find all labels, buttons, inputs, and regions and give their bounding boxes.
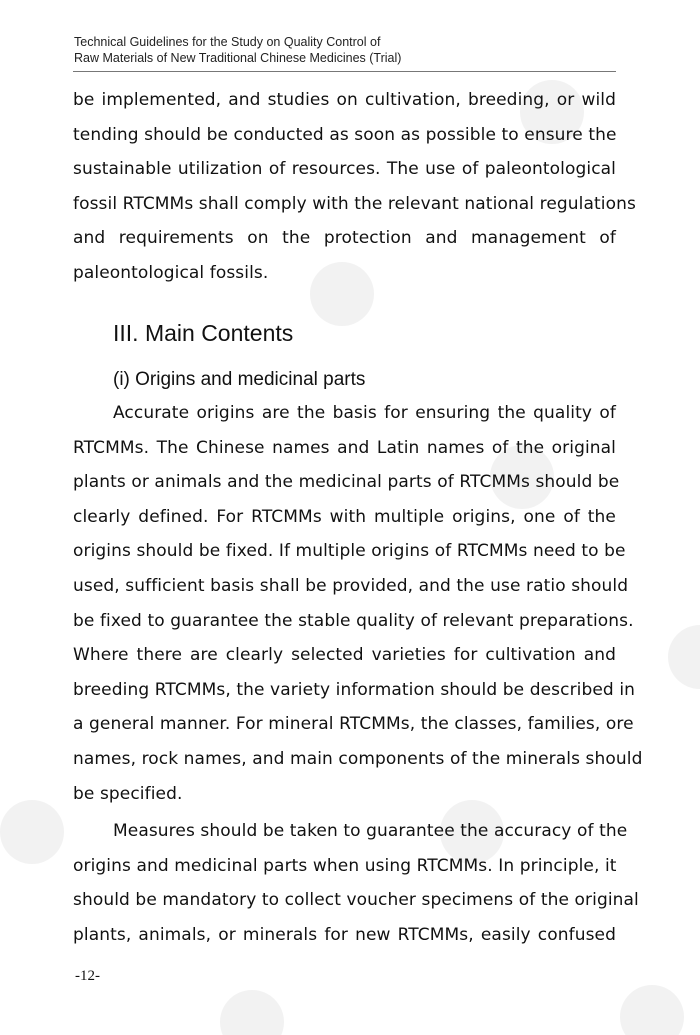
text-line: plants or animals and the medicinal parts of RTCMMs should be: [73, 472, 620, 493]
text-line: plants, animals, or minerals for new RTCMMs, easily confused: [73, 924, 616, 945]
page-number: -12-: [75, 968, 100, 984]
text-line: breeding RTCMMs, the variety information should be described in: [73, 679, 636, 700]
text-line: be fixed to guarantee the stable quality of relevant preparations.: [73, 610, 634, 631]
section-heading: III. Main Contents: [113, 320, 294, 346]
text-line: should be mandatory to collect voucher specimens of the original: [73, 890, 639, 911]
text-line: fossil RTCMMs shall comply with the relevant national regulations: [73, 193, 636, 214]
text-line: origins should be fixed. If multiple origins of RTCMMs need to be: [73, 541, 626, 562]
text-line: paleontological fossils.: [73, 263, 269, 283]
text-line: names, rock names, and main components of the minerals should: [73, 749, 643, 769]
text-line: Accurate origins are the basis for ensuring the quality of: [113, 403, 616, 423]
text-line: clearly defined. For RTCMMs with multiple origins, one of the: [73, 506, 616, 527]
header-rule: [73, 71, 616, 72]
text-line: Measures should be taken to guarantee the accuracy of the: [113, 821, 628, 841]
text-line: tending should be conducted as soon as possible to ensure the: [73, 124, 617, 145]
watermark-stamp: [220, 990, 284, 1035]
running-header: [74, 34, 401, 66]
text-line: a general manner. For mineral RTCMMs, the classes, families, ore: [73, 714, 634, 735]
header-line: Technical Guidelines for the Study on Quality Control of: [74, 35, 381, 49]
text-line: sustainable utilization of resources. The use of paleontological: [73, 159, 616, 180]
text-line: origins and medicinal parts when using RTCMMs. In principle, it: [73, 855, 617, 876]
text-line: and requirements on the protection and management of: [73, 228, 616, 249]
watermark-stamp: [668, 625, 700, 689]
header-line: Raw Materials of New Traditional Chinese Medicines (Trial): [74, 51, 402, 65]
subsection-heading: (i) Origins and medicinal parts: [113, 369, 366, 390]
text-line: Where there are clearly selected varieties for cultivation and: [73, 645, 616, 666]
watermark-stamp: [620, 985, 684, 1035]
watermark-stamp: [0, 800, 64, 864]
text-line: RTCMMs. The Chinese names and Latin names of the original: [73, 437, 616, 458]
text-line: be specified.: [73, 783, 183, 804]
text-line: used, sufficient basis shall be provided, and the use ratio should: [73, 576, 629, 596]
text-line: be implemented, and studies on cultivation, breeding, or wild: [73, 90, 616, 110]
